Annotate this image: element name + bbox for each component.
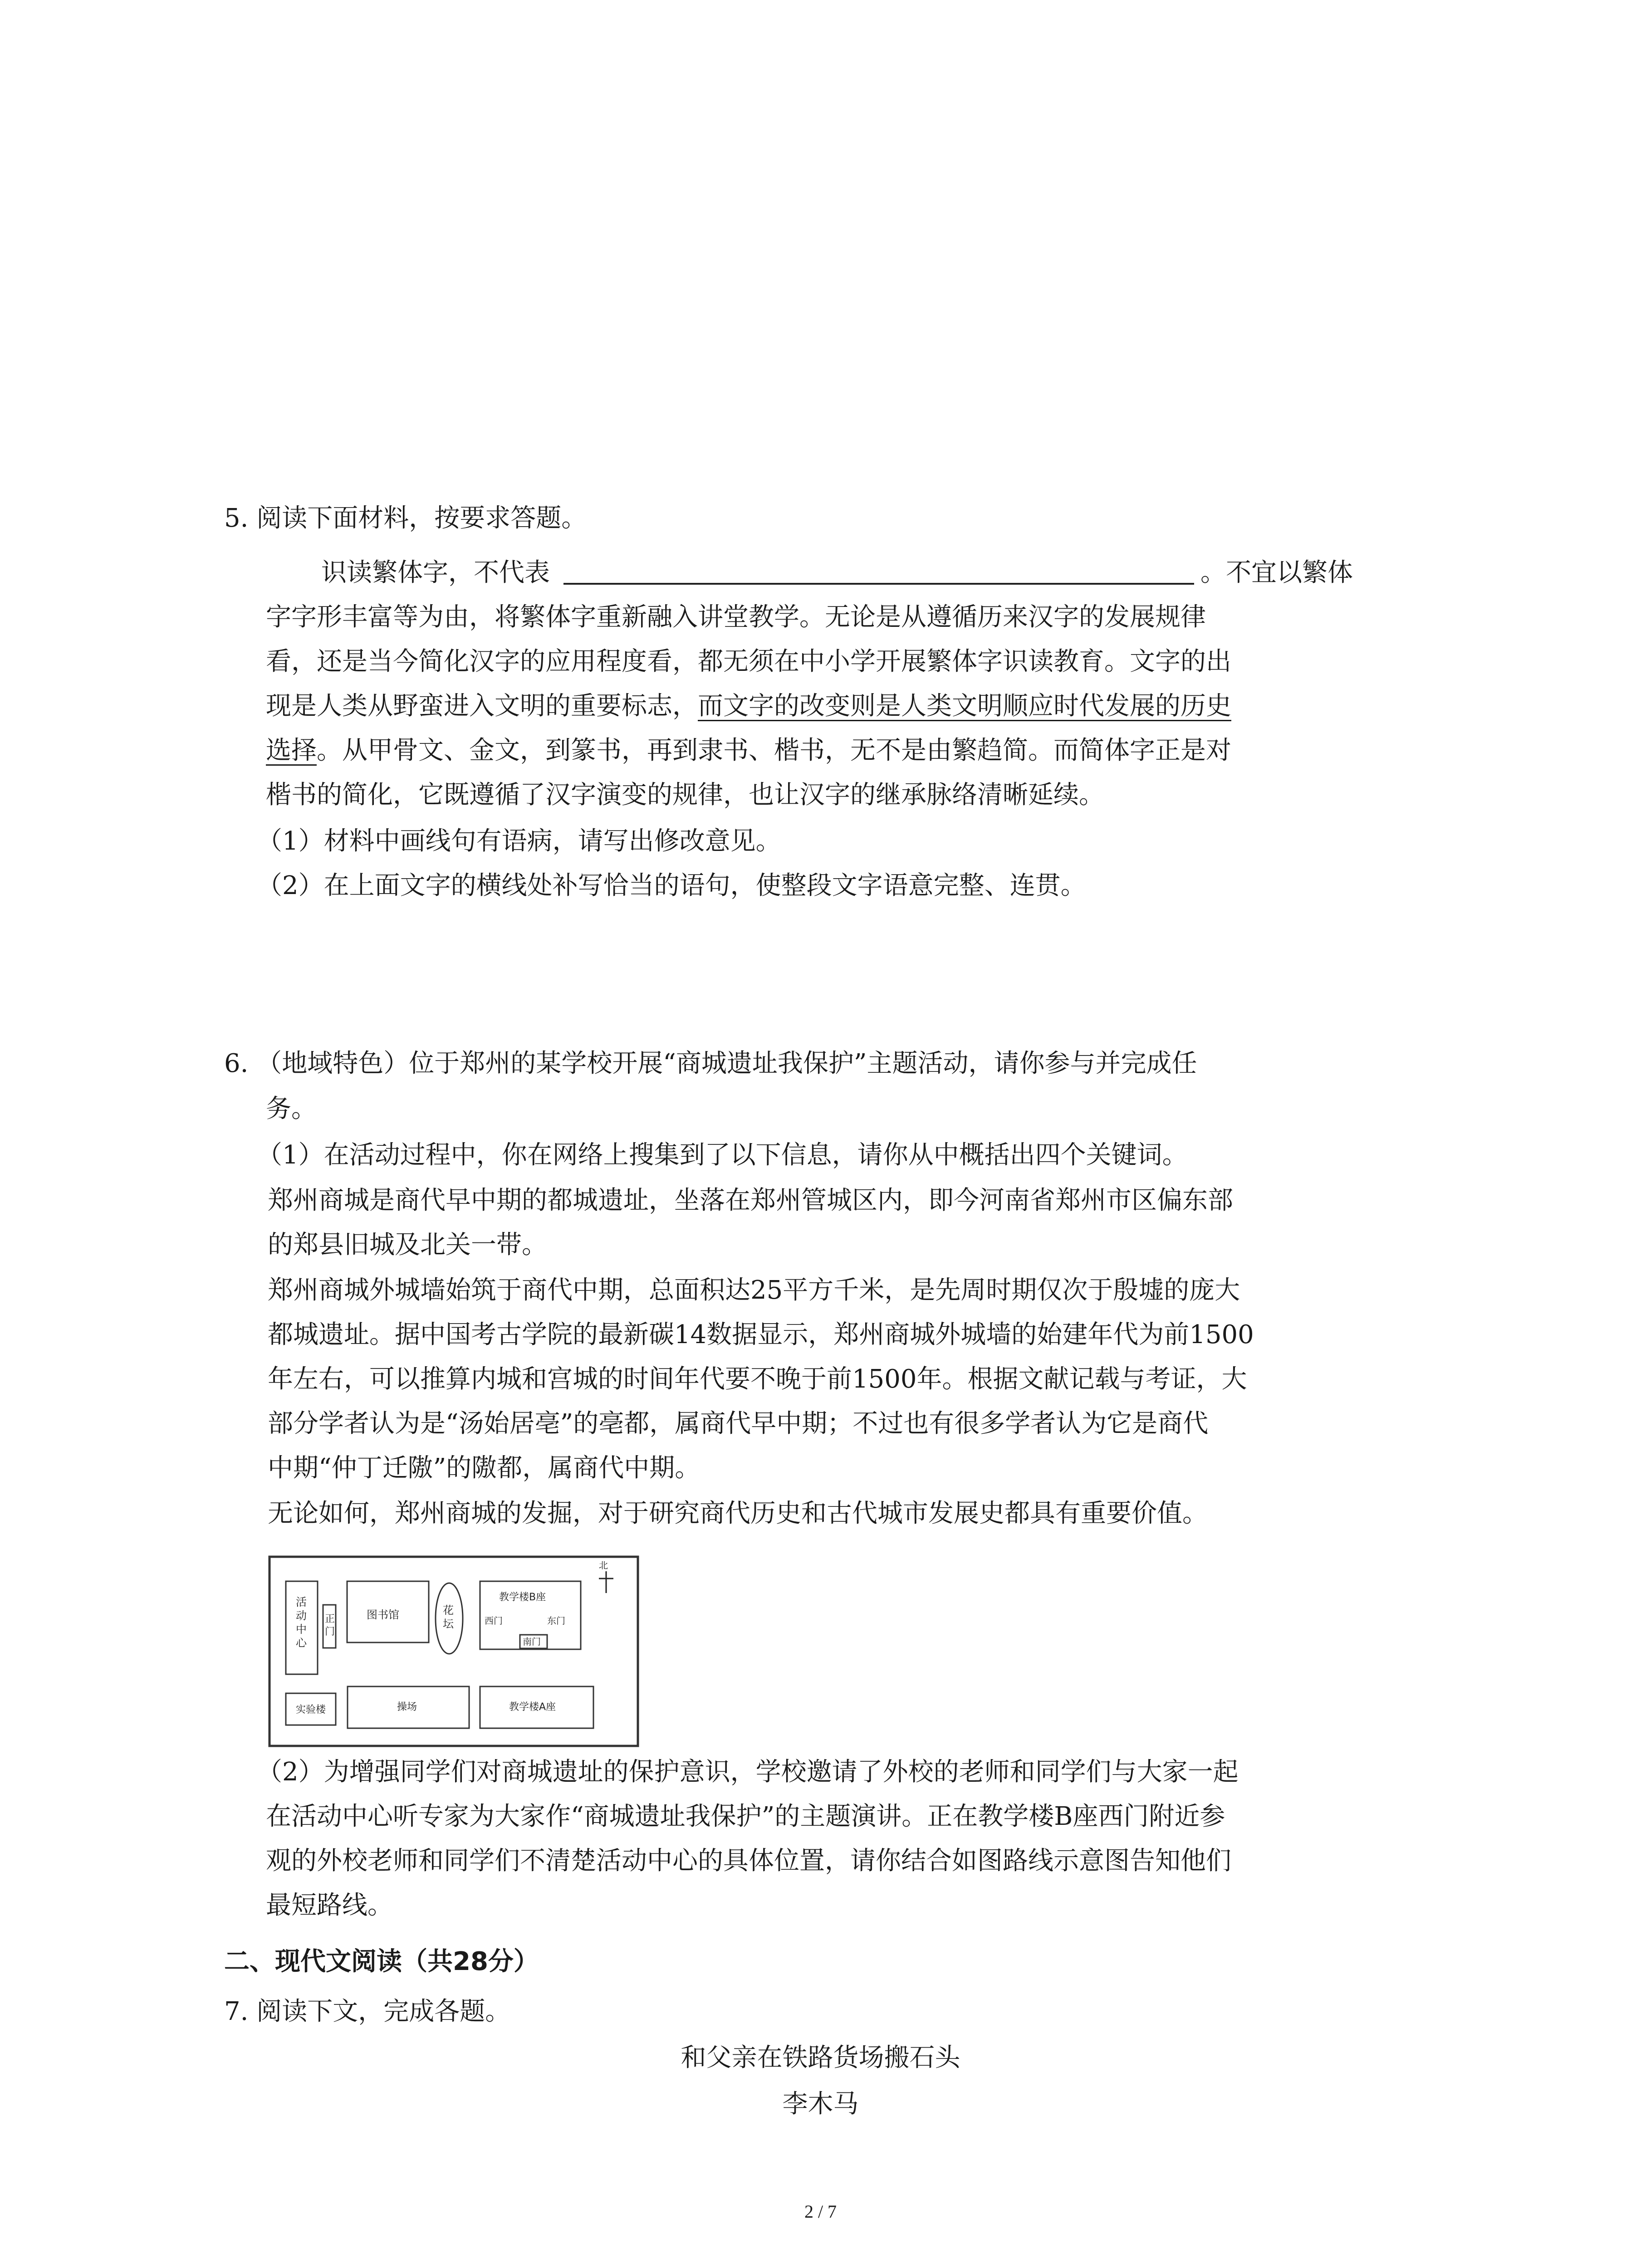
q5-text-after-blank: 。不宜以繁体 bbox=[1200, 558, 1353, 587]
map-main-gate-char-2: 门 bbox=[325, 1626, 335, 1637]
page-number: 2 / 7 bbox=[804, 2201, 837, 2222]
campus-route-map bbox=[268, 1555, 640, 1748]
q6-material-line-8: 无论如何，郑州商城的发掘，对于研究商代历史和古代城市发展史都具有重要价值。 bbox=[268, 1499, 1208, 1528]
q5-text-plain-2: 。从甲骨文、金文，到篆书，再到隶书、楷书，无不是由繁趋简。而简体字正是对 bbox=[317, 736, 1231, 765]
map-library-label: 图书馆 bbox=[367, 1608, 399, 1621]
q5-para-line-1 bbox=[321, 557, 1353, 589]
map-activity-center-char-2: 动 bbox=[296, 1609, 307, 1622]
article-title: 和父亲在铁路货场搬石头 bbox=[681, 2043, 960, 2072]
map-lab-building-label: 实验楼 bbox=[296, 1704, 326, 1716]
map-playground-label: 操场 bbox=[397, 1701, 417, 1713]
answer-blank[interactable] bbox=[563, 557, 1194, 585]
q6-material-line-6: 部分学者认为是“汤始居亳”的亳都，属商代早中期；不过也有很多学者认为它是商代 bbox=[268, 1409, 1209, 1438]
map-south-gate-label: 南门 bbox=[523, 1636, 541, 1647]
q6-material-line-2: 的郑县旧城及北关一带。 bbox=[268, 1230, 547, 1260]
q5-para-line-2: 字字形丰富等为由，将繁体字重新融入讲堂教学。无论是从遵循历来汉字的发展规律 bbox=[266, 602, 1206, 632]
q5-para-line-5 bbox=[266, 735, 1231, 767]
underlined-sentence-end: 选择 bbox=[266, 736, 317, 765]
map-building-a-label: 教学楼A座 bbox=[509, 1701, 556, 1713]
q6-subquestion-1: （1）在活动过程中，你在网络上搜集到了以下信息，请你从中概括出四个关键词。 bbox=[257, 1140, 1188, 1170]
map-east-gate-label: 东门 bbox=[547, 1615, 565, 1626]
q5-para-line-4 bbox=[266, 690, 1231, 722]
q6-subquestion-2-line-4: 最短路线。 bbox=[266, 1891, 393, 1920]
article-author: 李木马 bbox=[782, 2089, 859, 2119]
map-main-gate-char-1: 正 bbox=[325, 1613, 335, 1625]
section-heading: 二、现代文阅读（共28分） bbox=[224, 1947, 539, 1976]
q6-material-line-1: 郑州商城是商代早中期的都城遗址，坐落在郑州管城区内，即今河南省郑州市区偏东部 bbox=[268, 1186, 1233, 1215]
underlined-sentence: 而文字的改变则是人类文明顺应时代发展的历史 bbox=[698, 691, 1231, 721]
map-activity-center-char-3: 中 bbox=[296, 1623, 307, 1636]
q5-para-line-6: 楷书的简化，它既遵循了汉字演变的规律，也让汉字的继承脉络清晰延续。 bbox=[266, 780, 1104, 810]
q6-material-line-3: 郑州商城外城墙始筑于商代中期，总面积达25平方千米，是先周时期仅次于殷墟的庞大 bbox=[268, 1276, 1240, 1305]
map-activity-center-char-4: 心 bbox=[296, 1637, 307, 1649]
q7-heading: 7. 阅读下文，完成各题。 bbox=[224, 1997, 511, 2026]
q6-heading-line-2: 务。 bbox=[266, 1094, 317, 1124]
map-flower-bed-char-2: 坛 bbox=[443, 1618, 454, 1630]
q5-text-before-blank: 识读繁体字，不代表 bbox=[321, 558, 550, 587]
q6-material-line-4: 都城遗址。据中国考古学院的最新碳14数据显示，郑州商城外城墙的始建年代为前1500 bbox=[268, 1320, 1254, 1349]
q6-material-line-5: 年左右，可以推算内城和宫城的时间年代要不晚于前1500年。根据文献记载与考证，大 bbox=[268, 1364, 1247, 1394]
q5-para-line-3: 看，还是当今简化汉字的应用程度看，都无须在中小学开展繁体字识读教育。文字的出 bbox=[266, 647, 1231, 676]
q6-heading-line-1: 6. （地域特色）位于郑州的某学校开展“商城遗址我保护”主题活动，请你参与并完成任 bbox=[224, 1049, 1197, 1078]
map-building-b-label: 教学楼B座 bbox=[499, 1592, 546, 1603]
q5-subquestion-2: （2）在上面文字的横线处补写恰当的语句，使整段文字语意完整、连贯。 bbox=[257, 871, 1086, 900]
map-flower-bed-char-1: 花 bbox=[443, 1604, 454, 1617]
q6-subquestion-2-line-3: 观的外校老师和同学们不清楚活动中心的具体位置，请你结合如图路线示意图告知他们 bbox=[266, 1846, 1231, 1876]
q6-subquestion-2-line-1: （2）为增强同学们对商城遗址的保护意识，学校邀请了外校的老师和同学们与大家一起 bbox=[257, 1757, 1239, 1787]
map-west-gate-label: 西门 bbox=[485, 1615, 503, 1626]
q5-text-plain: 现是人类从野蛮进入文明的重要标志， bbox=[266, 691, 698, 721]
q6-material-line-7: 中期“仲丁迁隞”的隞都，属商代中期。 bbox=[268, 1453, 700, 1483]
q5-heading: 5. 阅读下面材料，按要求答题。 bbox=[224, 503, 587, 533]
q5-subquestion-1: （1）材料中画线句有语病，请写出修改意见。 bbox=[257, 826, 781, 856]
north-label: 北 bbox=[599, 1560, 608, 1571]
q6-subquestion-2-line-2: 在活动中心听专家为大家作“商城遗址我保护”的主题演讲。正在教学楼B座西门附近参 bbox=[266, 1802, 1225, 1831]
map-activity-center-char-1: 活 bbox=[296, 1596, 307, 1608]
